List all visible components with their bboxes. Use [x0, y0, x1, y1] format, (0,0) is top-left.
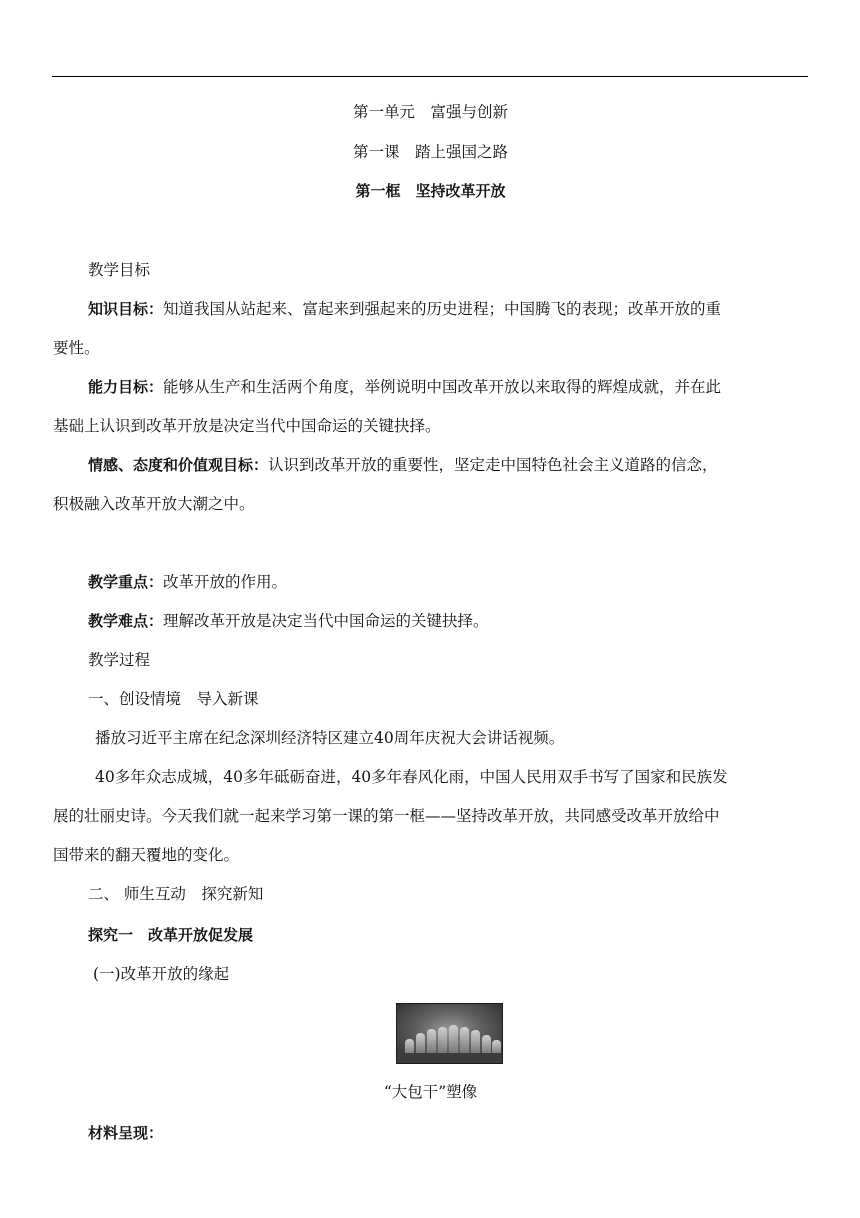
focus-text: 改革开放的作用。 — [163, 573, 288, 591]
lesson-title: 第一课 踏上强国之路 — [352, 143, 508, 161]
knowledge-objective-cont: 要性。 — [53, 339, 100, 357]
step1-title: 一、创设情境 导入新课 — [88, 690, 259, 708]
unit-title: 第一单元 富强与创新 — [352, 103, 508, 121]
explore1-title: 探究一 改革开放促发展 — [88, 926, 254, 944]
emotion-label: 情感、态度和价值观目标： — [88, 456, 269, 474]
focus-label: 教学重点： — [88, 573, 164, 591]
process-heading: 教学过程 — [88, 651, 151, 669]
step1-paragraph1: 播放习近平主席在纪念深圳经济特区建立40周年庆祝大会讲话视频。 — [95, 729, 565, 747]
photo-caption: “大包干”塑像 — [383, 1083, 478, 1101]
section-title: 第一框 坚持改革开放 — [355, 182, 506, 200]
sub1-title: (一)改革开放的缘起 — [93, 965, 230, 983]
emotion-text: 认识到改革开放的重要性，坚定走中国特色社会主义道路的信念， — [268, 456, 718, 474]
teaching-difficulty — [88, 611, 843, 631]
step2-title: 二、 师生互动 探究新知 — [88, 885, 264, 903]
objectives-heading: 教学目标 — [88, 261, 151, 279]
sculpture-photo — [396, 1003, 503, 1064]
emotion-objective-cont: 积极融入改革开放大潮之中。 — [53, 495, 255, 513]
ability-objective-cont: 基础上认识到改革开放是决定当代中国命运的关键抉择。 — [53, 417, 441, 435]
teaching-focus — [88, 572, 843, 592]
material-label: 材料呈现： — [88, 1124, 164, 1142]
difficulty-text: 理解改革开放是决定当代中国命运的关键抉择。 — [163, 612, 489, 630]
ability-objective — [88, 377, 843, 397]
knowledge-text: 知道我国从站起来、富起来到强起来的历史进程；中国腾飞的表现；改革开放的重 — [163, 300, 722, 318]
knowledge-objective — [88, 299, 843, 319]
ability-label: 能力目标： — [88, 378, 164, 396]
knowledge-label: 知识目标： — [88, 300, 164, 318]
step1-paragraph2-line1: 40多年众志成城，40多年砥砺奋进，40多年春风化雨，中国人民用双手书写了国家和民族发 — [95, 768, 728, 786]
step1-paragraph2-line2: 展的壮丽史诗。今天我们就一起来学习第一课的第一框——坚持改革开放，共同感受改革开放给中 — [53, 807, 720, 825]
difficulty-label: 教学难点： — [88, 612, 164, 630]
step1-paragraph2-line3: 国带来的翻天覆地的变化。 — [53, 846, 240, 864]
ability-text: 能够从生产和生活两个角度，举例说明中国改革开放以来取得的辉煌成就，并在此 — [163, 378, 722, 396]
emotion-objective — [88, 455, 843, 475]
header-rule — [52, 76, 808, 77]
